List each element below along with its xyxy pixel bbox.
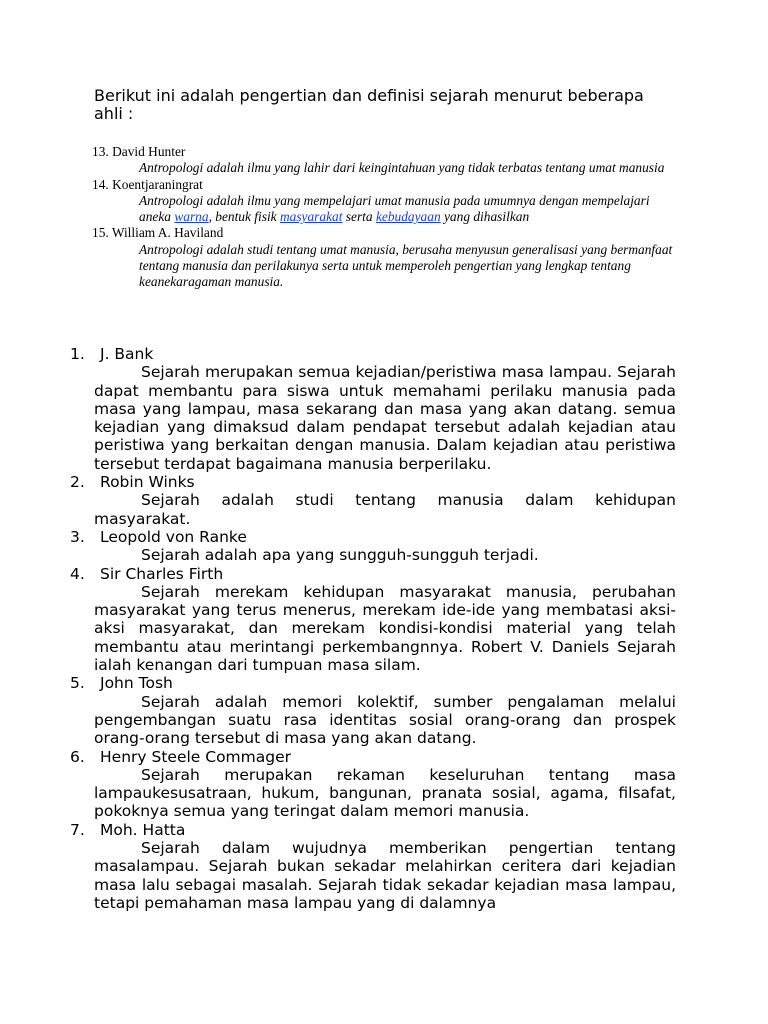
expert-definition: Antropologi adalah ilmu yang mempelajari umat manusia pada umumnya dengan mempelajari aneka warna, bentuk fisik masyarakat serta kebudayaan yang dihasilkan bbox=[139, 192, 650, 225]
list-item bbox=[70, 565, 676, 675]
expert-entry bbox=[92, 177, 682, 226]
link-kebudayaan[interactable]: kebudayaan bbox=[375, 209, 441, 225]
list-item bbox=[70, 473, 676, 528]
list-item-text: Sejarah adalah memori kolektif, sumber pengalaman melalui pengembangan suatu rasa identitas sosial orang-orang dan prospek orang-orang tersebut di masa yang akan datang. bbox=[94, 692, 676, 748]
list-item-heading: 7. Moh. Hatta bbox=[70, 820, 186, 839]
list-item-text: Sejarah adalah studi tentang manusia dalam kehidupan masyarakat. bbox=[94, 491, 676, 528]
expert-entry bbox=[92, 144, 682, 177]
list-item-heading: 2. Robin Winks bbox=[70, 473, 195, 492]
list-item-text: Sejarah merekam kehidupan masyarakat manusia, perubahan masyarakat yang terus menerus, merekam ide-ide yang membatasi aksi-aksi masyarakat, dan merekam kondisi-kondisi material yang telah membantu atau merintangi perkembangnnya. Robert V. Daniels Sejarah ialah kenangan dari tumpuan masa silam. bbox=[94, 582, 676, 675]
history-definitions-list bbox=[70, 345, 676, 912]
link-masyarakat[interactable]: masyarakat bbox=[279, 209, 343, 225]
list-item-heading: 5. John Tosh bbox=[70, 674, 173, 693]
expert-name: 14. Koentjaraningrat bbox=[92, 176, 203, 192]
list-item-text: Sejarah merupakan semua kejadian/peristiwa masa lampau. Sejarah dapat membantu para siswa untuk memahami perilaku manusia pada masa yang lampau, masa sekarang dan masa yang akan datang. semua kejadian yang dimaksud dalam pendapat tersebut adalah kejadian atau peristiwa yang berkaitan dengan manusia. Dalam kejadian atau peristiwa tersebut terdapat bagaimana manusia berperilaku. bbox=[94, 363, 676, 473]
list-item bbox=[70, 748, 676, 821]
list-item-text: Sejarah dalam wujudnya memberikan pengertian tentang masalampau. Sejarah bukan sekadar melahirkan ceritera dari kejadian masa lalu sebagai masalah. Sejarah tidak sekadar kejadian masa lampau, tetapi pemahaman masa lampau yang di dalamnya bbox=[94, 839, 676, 912]
expert-definition: Antropologi adalah studi tentang umat manusia, berusaha menyusun generalisasi yang bermanfaat tentang manusia dan perilakunya serta untuk memperoleh pengertian yang lengkap tentang keanekaragaman manusia. bbox=[139, 241, 673, 290]
expert-definitions-list bbox=[92, 144, 682, 291]
link-warna[interactable]: warna bbox=[174, 209, 209, 225]
list-item bbox=[70, 345, 676, 473]
list-item-text: Sejarah adalah apa yang sungguh-sungguh terjadi. bbox=[141, 546, 539, 565]
list-item bbox=[70, 674, 676, 747]
list-item bbox=[70, 528, 676, 565]
intro-heading: Berikut ini adalah pengertian dan definisi sejarah menurut beberapa ahli : bbox=[94, 86, 644, 123]
list-item-text: Sejarah merupakan rekaman keseluruhan tentang masa lampaukesusatraan, hukum, bangunan, pranata sosial, agama, filsafat, pokoknya semua yang teringat dalam memori manusia. bbox=[94, 765, 676, 821]
expert-name: 15. William A. Haviland bbox=[92, 225, 224, 241]
list-item-heading: 6. Henry Steele Commager bbox=[70, 747, 291, 766]
expert-entry bbox=[92, 225, 682, 290]
list-item-heading: 4. Sir Charles Firth bbox=[70, 564, 224, 583]
list-item-heading: 1. J. Bank bbox=[70, 345, 154, 363]
expert-definition: Antropologi adalah ilmu yang lahir dari keingintahuan yang tidak terbatas tentang umat manusia bbox=[139, 160, 665, 176]
list-item bbox=[70, 821, 676, 912]
expert-name: 13. David Hunter bbox=[92, 144, 186, 159]
list-item-heading: 3. Leopold von Ranke bbox=[70, 527, 247, 546]
